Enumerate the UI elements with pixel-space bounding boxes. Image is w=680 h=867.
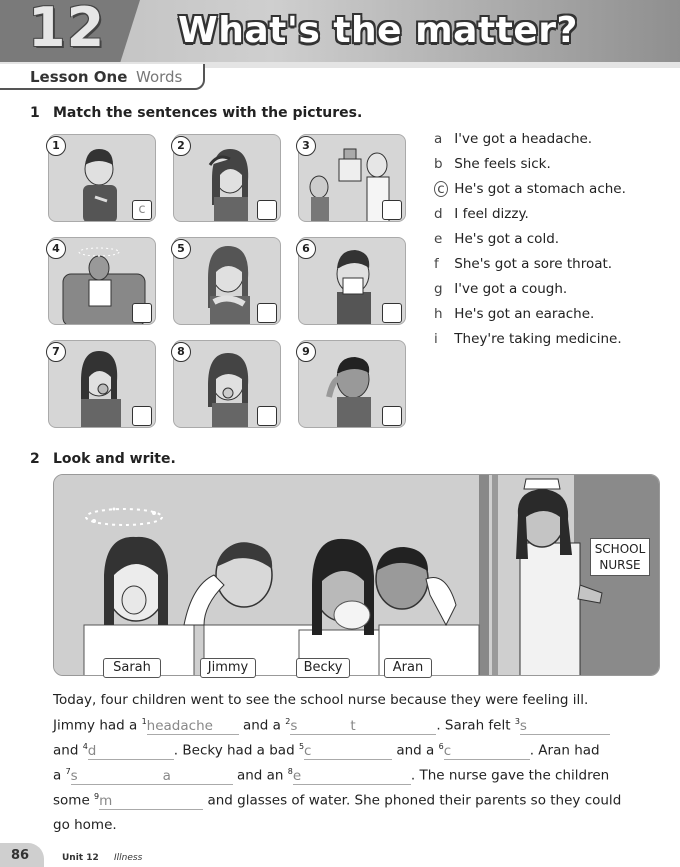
school-nurse-sign [590,538,650,576]
picture-number: 1 [46,136,66,156]
sentence-b [434,156,551,176]
footer-topic: Illness [114,853,143,863]
gap-7a-input[interactable]: s [71,768,163,785]
exercise-2-instruction: Look and write. [53,451,176,467]
gap-5-input[interactable]: c [304,743,392,760]
picture-number: 4 [46,239,66,259]
story-line-3: and $^4$d . Becky had a bad $^5$c and a $^6$c . Aran had [53,742,600,759]
sign-line-2: NURSE [599,558,641,572]
story-line-2: Jimmy had a $^1$headache and a $^2$s t . Sarah felt $^3$s [53,717,610,735]
footer-unit: Unit 12 [62,853,99,863]
sentence-letter: d [434,206,443,222]
picture-number: 5 [171,239,191,259]
picture-number: 6 [296,239,316,259]
sentence-letter: b [434,156,443,172]
school-nurse-illustration [53,474,660,676]
scene-drawing [54,475,660,676]
sentence-text: She feels sick. [450,156,551,172]
sentence-letter: h [434,306,443,322]
sentence-g [434,281,567,301]
gap-9-input[interactable]: m [99,793,203,810]
answer-box-4[interactable] [132,303,152,323]
answer-box-2[interactable] [257,200,277,220]
story-line-6: go home. [53,817,117,833]
sentence-text: She's got a sore throat. [450,256,613,272]
sentence-text: He's got an earache. [450,306,595,322]
sentence-i [434,331,622,351]
sentence-e [434,231,559,251]
name-tag-aran: Aran [384,658,432,678]
sentence-d [434,206,529,226]
sentence-text: He's got a cold. [450,231,560,247]
sentence-letter: a [434,131,443,147]
sentence-text: He's got a stomach ache. [450,181,626,197]
gap-8-input[interactable]: e [293,768,411,785]
page-number: 86 [0,843,44,867]
sentence-text: I feel dizzy. [450,206,529,222]
story-line-5: some $^9$m and glasses of water. She phoned their parents so they could [53,792,622,809]
sentence-text: They're taking medicine. [450,331,622,347]
sentence-letter: e [434,231,443,247]
picture-number: 8 [171,342,191,362]
lesson-label: Lesson One [30,68,128,86]
picture-number: 3 [296,136,316,156]
lesson-topic: Words [136,68,183,86]
sentence-letter: g [434,281,443,297]
name-tag-jimmy: Jimmy [200,658,256,678]
answer-box-1[interactable]: c [132,200,152,220]
answer-box-9[interactable] [382,406,402,426]
exercise-2-number: 2 [30,451,40,467]
sentence-text: I've got a cough. [450,281,568,297]
gap-2a-input[interactable]: s [290,718,350,735]
story-line-4: a $^7$s a and an $^8$e . The nurse gave the children [53,767,610,784]
picture-number: 2 [171,136,191,156]
sentence-letter: f [434,256,439,272]
unit-number: 12 [28,0,106,59]
name-tag-becky: Becky [296,658,350,678]
sentence-f [434,256,612,276]
sentence-letter: i [434,331,438,347]
sign-line-1: SCHOOL [594,542,646,556]
story-line-1: Today, four children went to see the school nurse because they were feeling ill. [53,692,589,708]
gap-1-input[interactable]: headache [147,718,239,735]
exercise-1-number: 1 [30,105,40,121]
answer-box-5[interactable] [257,303,277,323]
answer-box-8[interactable] [257,406,277,426]
gap-4-input[interactable]: d [88,743,174,760]
gap-2b-input[interactable]: t [350,718,436,735]
sentence-h [434,306,594,326]
answer-box-7[interactable] [132,406,152,426]
gap-6-input[interactable]: c [444,743,530,760]
sentence-c [434,181,626,201]
picture-number: 9 [296,342,316,362]
answer-box-3[interactable] [382,200,402,220]
sentence-a [434,131,592,151]
picture-number: 7 [46,342,66,362]
sentence-text: I've got a headache. [450,131,593,147]
gap-3-input[interactable]: s [520,718,610,735]
page-title: What's the matter? [178,10,578,51]
gap-7b-input[interactable]: a [163,768,233,785]
answer-box-6[interactable] [382,303,402,323]
exercise-1-instruction: Match the sentences with the pictures. [53,105,363,121]
sentence-letter: c [434,181,448,197]
name-tag-sarah: Sarah [103,658,161,678]
